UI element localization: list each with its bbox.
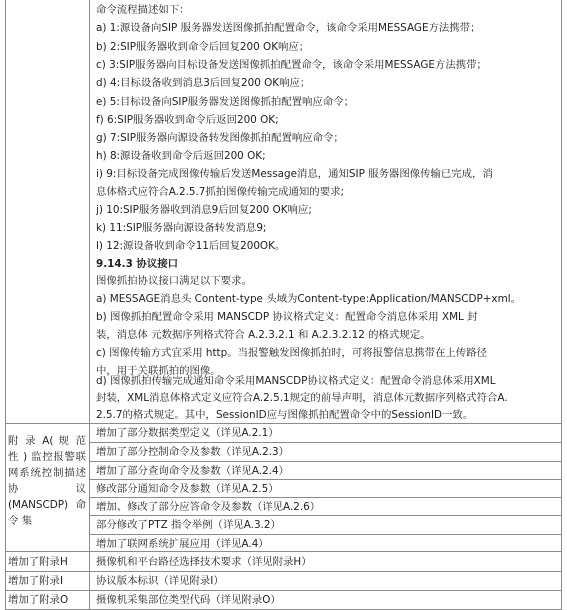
row-divider [89,442,562,443]
row-divider [89,461,562,462]
text-line: k) 11:SIP服务器向源设备转发消息9; [96,222,267,234]
text-line: e) 5:目标设备向SIP服务器发送图像抓拍配置响应命令； [96,96,354,108]
appendix-o-label: 增加了附录O [8,594,69,606]
section-heading: 9.14.3 协议接口 [96,258,178,270]
appendix-h-label: 增加了附录H [8,556,68,568]
text-line: a) 1:源设备向SIP 服务器发送图像抓拍配置命令，该命令采用MESSAGE方法携带； [96,22,481,34]
appendix-a-row: 部分修改了PTZ 指令举例（详见A.3.2） [96,519,281,531]
appendix-i-label: 增加了附录I [8,575,64,587]
text-line: a) MESSAGE消息头 Content-type 头域为Content-type:Application/MANSCDP+xml。 [96,293,521,305]
appendix-i-desc: 协议版本标识（详见附录I） [96,575,224,587]
text-line: c) 3:SIP服务器向目标设备发送图像抓拍配置命令，该命令采用MESSAGE方法携带； [96,59,487,71]
text-line: l) 12:源设备收到命令11后回复200OK。 [96,240,286,252]
row-divider [89,479,562,480]
row-divider [89,534,562,535]
table-border-right [561,0,562,610]
table-column-divider [89,0,90,610]
appendix-a-row: 增加、修改了部分应答命令及参数（详见A.2.6） [96,501,321,513]
text-line: g) 7:SIP服务器向源设备转发图像抓拍配置响应命令； [96,132,344,144]
appendix-a-label: 附 录 A( 规 范 性 ) 监控报警联网系统控制描述协议(MANSCDP) 命 令 集 [8,435,86,527]
text-line: 息体格式应符合A.2.5.7抓拍图像传输完成通知的要求; [96,186,344,198]
appendix-a-row: 增加了联网系统扩展应用（详见A.4） [96,538,269,550]
text-line: h) 8:源设备收到命令后返回200 OK; [96,150,266,162]
text-line: 中，用于关联抓拍的图像。 [96,365,221,377]
text-line: j) 10:SIP服务器收到消息9后回复200 OK响应; [96,204,312,216]
row-divider [5,551,562,552]
text-line: i) 9:目标设备完成图像传输后发送Message消息，通知SIP 服务器图像传输已完成，消 [96,168,493,180]
appendix-a-row: 增加了部分数据类型定义（详见A.2.1） [96,427,279,439]
text-line: 装，消息体 元数据序列格式符合 A.2.3.2.1 和 A.2.3.2.12 的格式规定。 [96,329,431,341]
row-divider [89,497,562,498]
row-divider [5,590,562,591]
appendix-h-desc: 摄像机和平台路径选择技术要求（详见附录H） [96,556,312,568]
text-line: 图像抓拍协议接口满足以下要求。 [96,275,252,287]
table-border-left [5,0,6,610]
appendix-a-row: 增加了部分查询命令及参数（详见A.2.4） [96,465,290,477]
text-line: b) 2:SIP服务器收到命令后回复200 OK响应； [96,41,310,53]
appendix-o-desc: 摄像机采集部位类型代码（详见附录O） [96,594,281,606]
text-line: d) 图像抓拍传输完成通知命令采用MANSCDP协议格式定义：配置命令消息体采用XML [96,375,496,387]
text-line: f) 6:SIP服务器收到命令后返回200 OK; [96,114,279,126]
appendix-a-row: 修改部分通知命令及参数（详见A.2.5） [96,483,279,495]
row-divider [89,515,562,516]
text-line: c) 图像传输方式宜采用 http。当报警触发图像抓拍时，可将报警信息携带在上传路径 [96,347,487,359]
row-divider [5,423,562,424]
appendix-a-row: 增加了部分控制命令及参数（详见A.2.3） [96,446,290,458]
text-line: 命令流程描述如下： [96,4,190,16]
text-line: d) 4:目标设备收到消息3后回复200 OK响应； [96,77,311,89]
text-line: 封装，XML消息体格式定义应符合A.2.5.1规定的前导声明，消息体元数据序列格式符合A. [96,392,508,404]
row-divider [5,571,562,572]
text-line: 2.5.7的格式规定。其中，SessionID应与图像抓拍配置命令中的SessionID一致。 [96,409,474,421]
text-line: b) 图像抓拍配置命令采用 MANSCDP 协议格式定义：配置命令消息体采用 XML 封 [96,311,478,323]
